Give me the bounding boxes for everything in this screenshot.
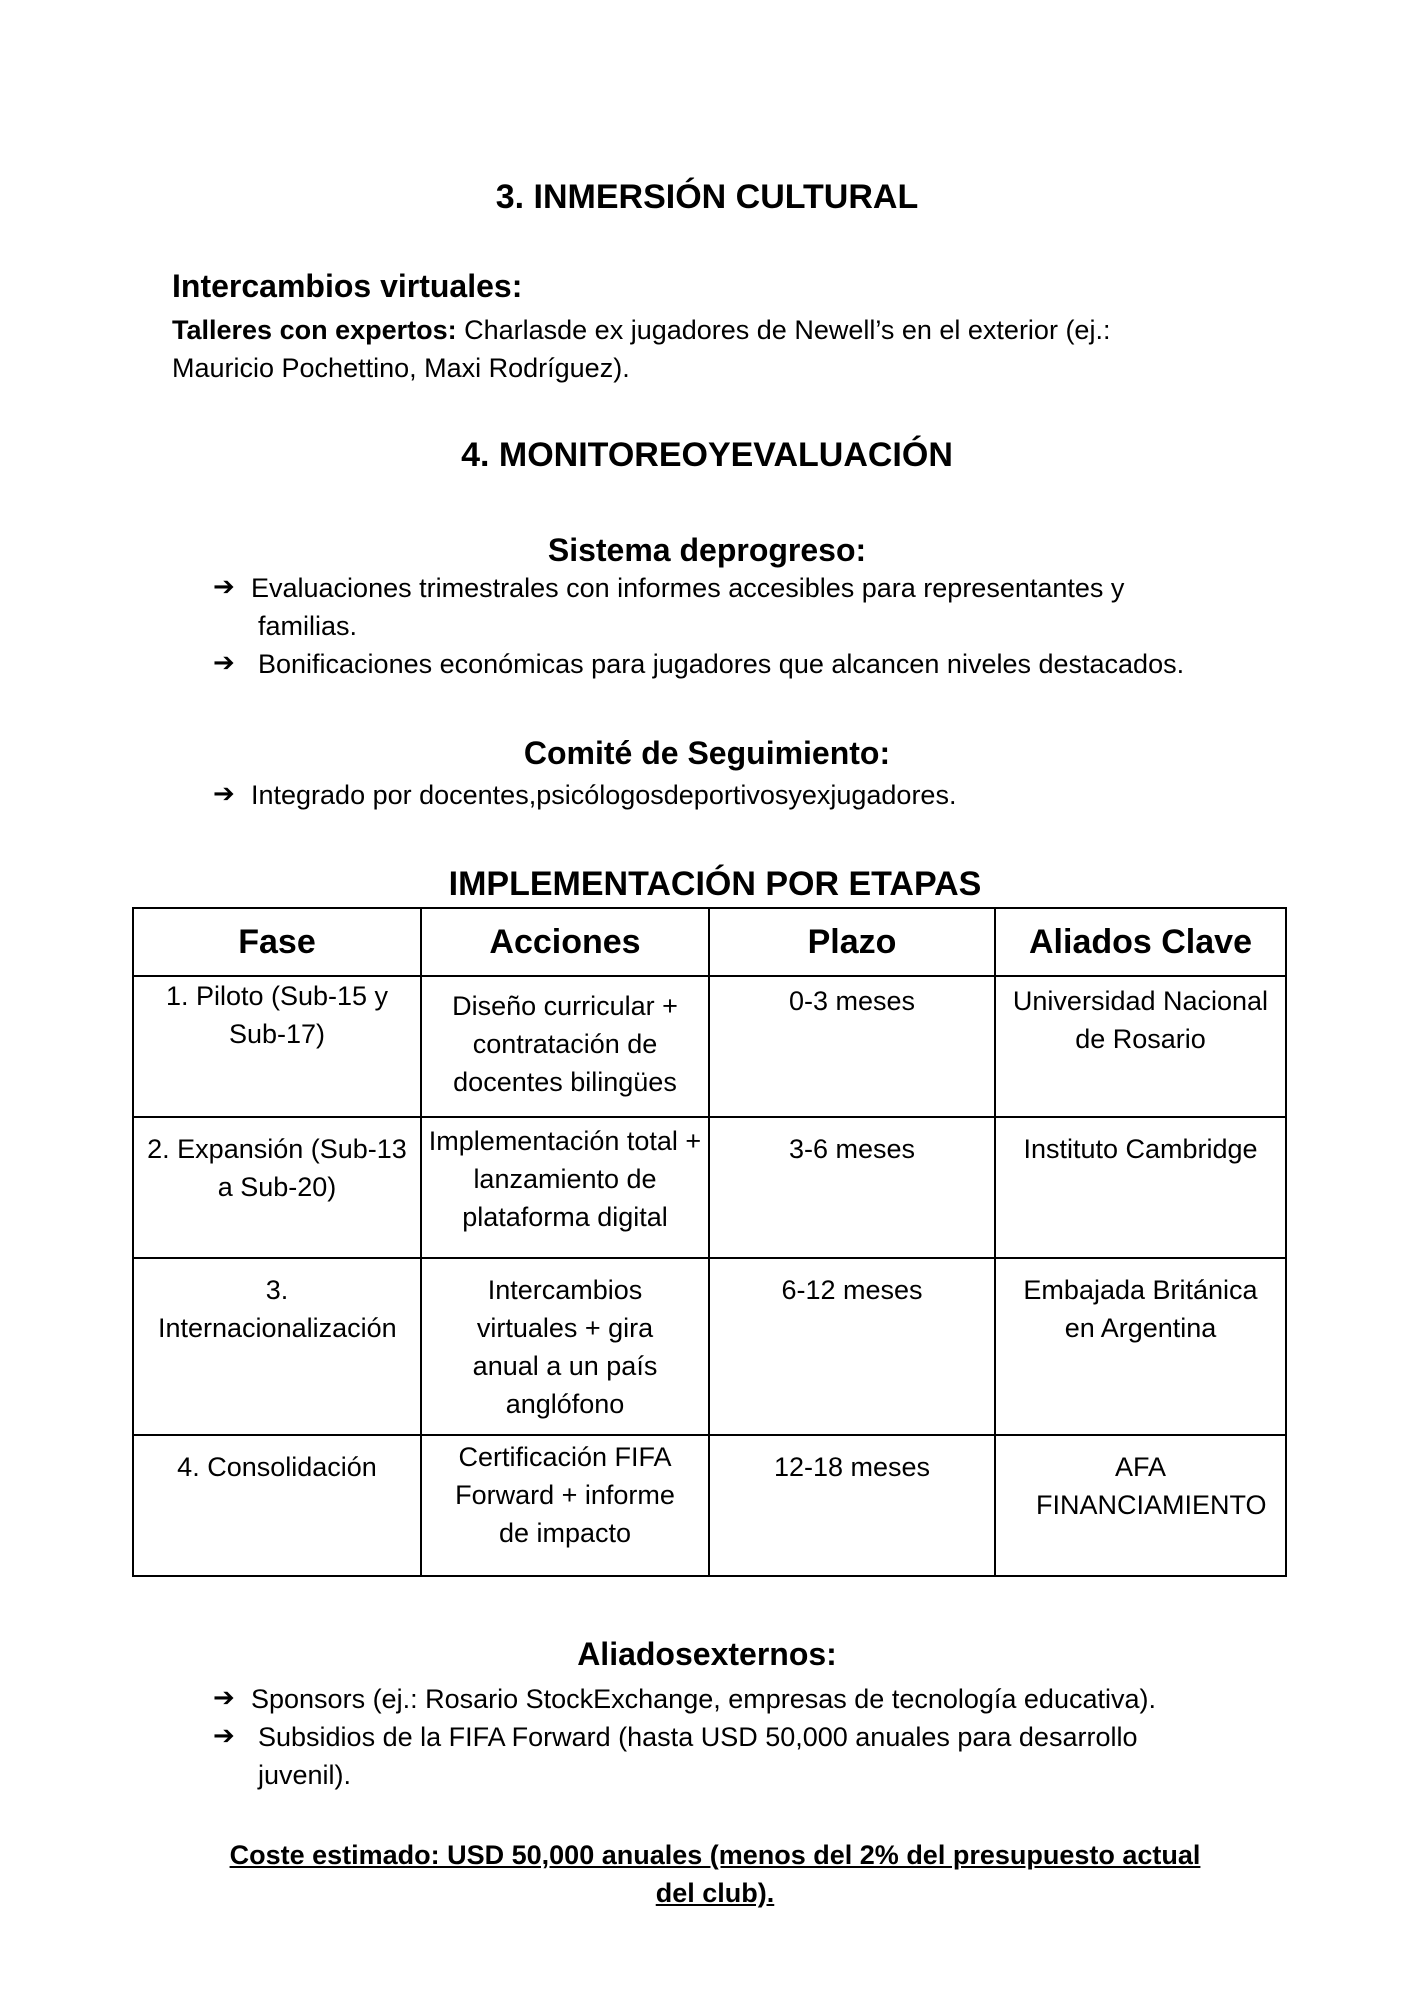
implementation-title: IMPLEMENTACIÓN POR ETAPAS <box>448 865 982 903</box>
cost-line1: Coste estimado: USD 50,000 anuales (menos del 2% del presupuesto actual <box>229 1840 1201 1870</box>
cost-estimate <box>190 1836 1240 1912</box>
cell-acciones: Intercambios virtuales + gira anual a un país anglófono <box>421 1258 709 1435</box>
header-aliados: Aliados Clave <box>995 908 1286 976</box>
cell-plazo: 12-18 meses <box>709 1435 995 1576</box>
cell-aliados: Universidad Nacional de Rosario <box>995 976 1286 1117</box>
talleres-label: Talleres con expertos: <box>172 315 457 345</box>
cell-plazo: 0-3 meses <box>709 976 995 1117</box>
table-row <box>133 1258 1286 1435</box>
table-row <box>133 976 1286 1117</box>
cell-acciones: Diseño curricular + contratación de docentes bilingües <box>421 976 709 1117</box>
talleres-text-1: Charlasde ex jugadores de Newell’s en el exterior (ej.: <box>456 315 1111 345</box>
table-header-row <box>133 908 1286 976</box>
cell-fase: 3. Internacionalización <box>133 1258 421 1435</box>
header-plazo: Plazo <box>709 908 995 976</box>
arrow-right-icon: ➔ <box>213 1682 235 1712</box>
progress-bullet-1-line2: familias. <box>258 611 358 641</box>
external-bullet-2-line1: Subsidios de la FIFA Forward (hasta USD 50,000 anuales para desarrollo <box>258 1722 1138 1752</box>
cell-aliados: Embajada Británica en Argentina <box>995 1258 1286 1435</box>
cell-fase: 1. Piloto (Sub-15 y Sub-17) <box>133 976 421 1117</box>
external-bullet-2-line2: juvenil). <box>258 1760 352 1790</box>
external-bullet-2 <box>258 1718 1137 1794</box>
cell-acciones: Implementación total + lanzamiento de plataforma digital <box>421 1117 709 1258</box>
committee-title: Comité de Seguimiento: <box>523 735 891 771</box>
arrow-right-icon: ➔ <box>213 647 235 677</box>
external-bullet-1: Sponsors (ej.: Rosario StockExchange, empresas de tecnología educativa). <box>251 1684 1156 1714</box>
talleres-paragraph <box>172 311 1292 387</box>
progress-bullet-2: Bonificaciones económicas para jugadores que alcancen niveles destacados. <box>258 649 1185 679</box>
implementation-table <box>132 907 1287 1577</box>
progress-bullet-1-line1: Evaluaciones trimestrales con informes accesibles para representantes y <box>251 573 1125 603</box>
arrow-right-icon: ➔ <box>213 778 235 808</box>
cell-plazo: 6-12 meses <box>709 1258 995 1435</box>
cell-acciones: Certificación FIFA Forward + informe de impacto <box>421 1435 709 1576</box>
table-row <box>133 1117 1286 1258</box>
header-fase: Fase <box>133 908 421 976</box>
cell-fase: 2. Expansión (Sub-13 a Sub-20) <box>133 1117 421 1258</box>
cell-aliados: Instituto Cambridge <box>995 1117 1286 1258</box>
arrow-right-icon: ➔ <box>213 571 235 601</box>
cell-plazo: 3-6 meses <box>709 1117 995 1258</box>
progress-bullet-1 <box>251 569 1124 645</box>
committee-bullet-1: Integrado por docentes,psicólogosdeportivosyexjugadores. <box>251 780 957 810</box>
talleres-text-2: Mauricio Pochettino, Maxi Rodríguez). <box>172 353 630 383</box>
cost-line2: del club). <box>655 1878 775 1908</box>
external-title: Aliadosexternos: <box>577 1636 837 1672</box>
table-row <box>133 1435 1286 1576</box>
progress-title: Sistema deprogreso: <box>547 532 867 568</box>
cell-aliados: AFA FINANCIAMIENTO <box>995 1435 1286 1576</box>
section-4-title: 4. MONITOREOYEVALUACIÓN <box>461 436 953 474</box>
arrow-right-icon: ➔ <box>213 1720 235 1750</box>
intercambios-subtitle: Intercambios virtuales: <box>172 268 523 304</box>
header-acciones: Acciones <box>421 908 709 976</box>
section-3-title: 3. INMERSIÓN CULTURAL <box>495 178 919 216</box>
cell-fase: 4. Consolidación <box>133 1435 421 1576</box>
